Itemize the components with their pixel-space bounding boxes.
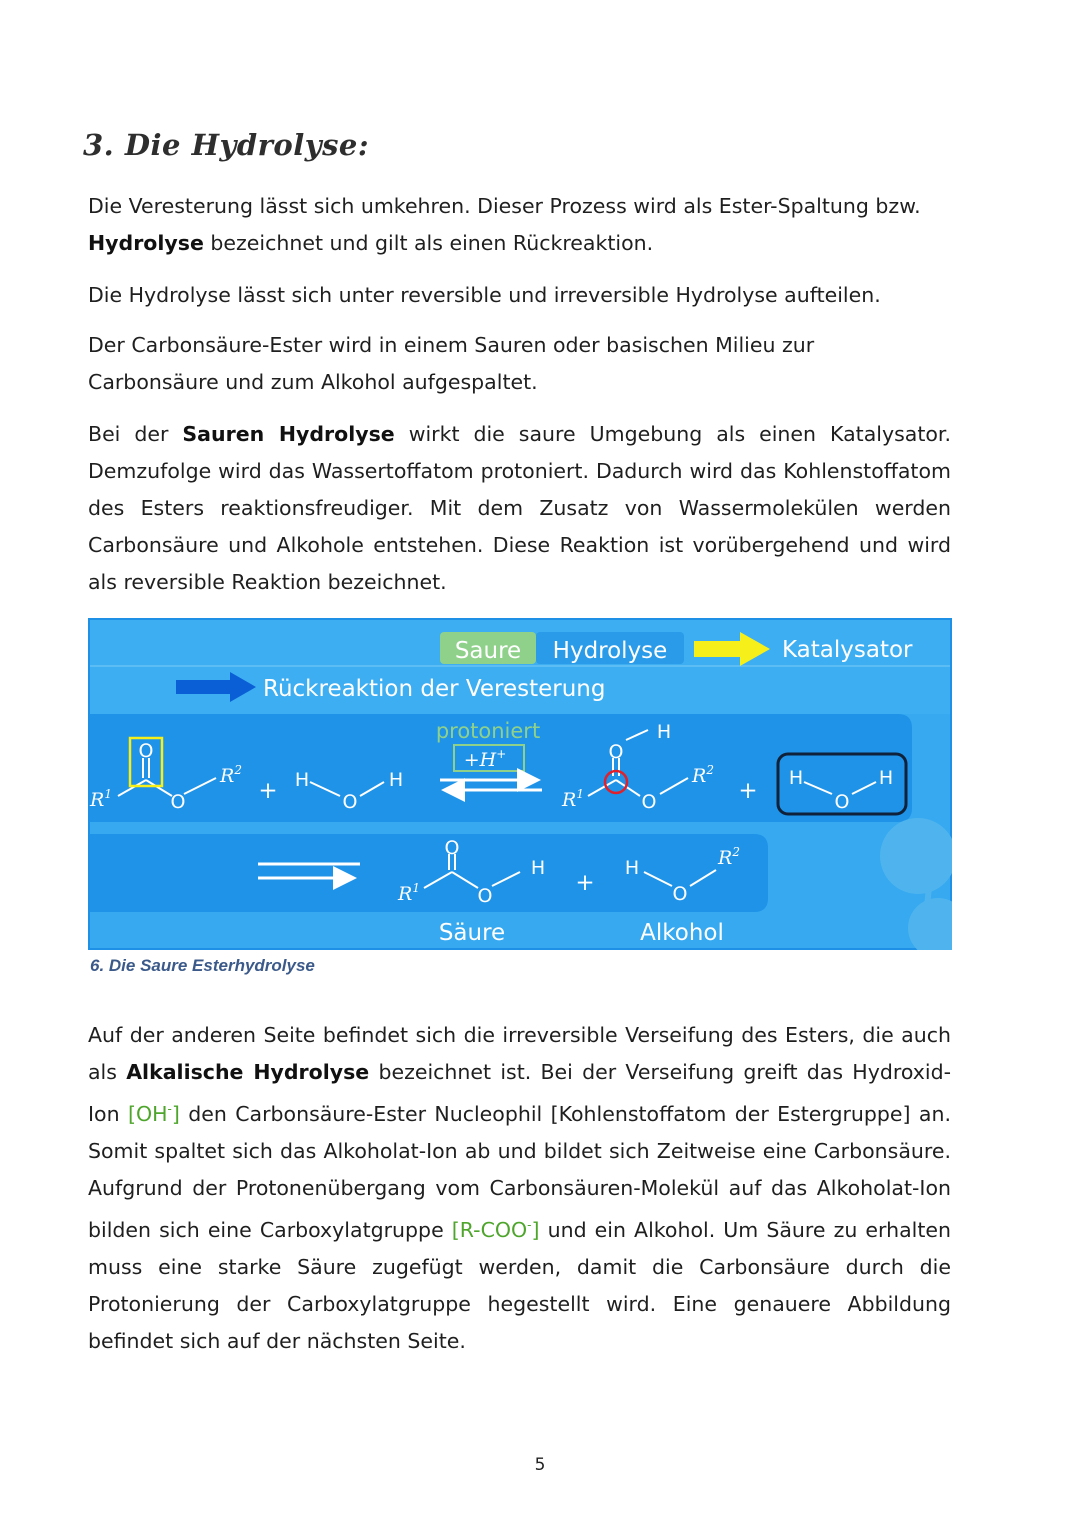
term-alkalische-hydrolyse: Alkalische Hydrolyse [126, 1060, 370, 1084]
acid-carbonyl-o: O [444, 837, 460, 859]
water-h-right: H [388, 769, 404, 791]
carboxylate-formula: [R-COO-] [451, 1217, 540, 1242]
box-water-h-left: H [788, 767, 804, 789]
alcohol-o: O [672, 883, 688, 905]
r1-label: $R^1$ [90, 787, 112, 811]
term-hydrolyse: Hydrolyse [88, 231, 204, 255]
alcohol-r2-label: $R^2$ [718, 845, 740, 869]
plus-sign-1: + [258, 778, 278, 804]
rueckreaktion-label: Rückreaktion der Veresterung [263, 676, 606, 702]
katalysator-label: Katalysator [782, 637, 913, 663]
figure-caption: 6. Die Saure Esterhydrolyse [90, 956, 315, 975]
r1-label-2: $R^1$ [562, 787, 584, 811]
reaction-diagram [88, 618, 952, 950]
reaction-band-2 [90, 834, 768, 912]
protoniert-label: protoniert [435, 719, 541, 743]
paragraph-acid-hydrolysis: Bei der Sauren Hydrolyse wirkt die saure Umgebung als einen Katalysator. Demzufolge wird das Wassertoffatom protoniert. Dadurch wird das Kohlenstoffatom des Esters reaktionsfreudiger. Mit dem Zusatz von Wassermolekülen werden Carbonsäure und Alkohole entstehen. Diese Reaktion ist vorübergehend und wird als reversible Reaktion bezeichnet. [88, 422, 951, 594]
acid-hydrolysis-figure [88, 618, 952, 950]
hydroxide-formula: [OH-] [127, 1101, 180, 1126]
section-heading: 3. Die Hydrolyse: [83, 128, 370, 162]
carbonyl-o-label: O [138, 740, 154, 762]
paragraph-alkaline-hydrolysis: Auf der anderen Seite befindet sich die irreversible Verseifung des Esters, die auch als Alkalische Hydrolyse bezeichnet ist. Bei der Verseifung greift das Hydroxid-Ion [OH-] den Carbonsäure-Ester Nucleophil [Kohlenstoffatom der Estergruppe] an. Somit spaltet sich das Alkoholat-Ion ab und bildet sich Zeitweise eine Carbonsäure. Aufgrund der Protonenübergang vom Carbonsäuren-Molekül auf das Alkoholat-Ion bilden sich eine Carboxylatgruppe [R-COO-] und ein Alkohol. Um Säure zu erhalten muss eine starke Säure zugefügt werden, damit die Carbonsäure durch die Protonierung der Carboxylatgruppe hegestellt wird. Eine genauere Abbildung befindet sich auf der nächsten Seite. [88, 1023, 951, 1353]
saeure-label: Säure [438, 920, 506, 946]
water-o: O [342, 791, 358, 813]
box-water-h-right: H [878, 767, 894, 789]
proton-label: +H+ [463, 747, 507, 771]
acid-o: O [477, 885, 493, 907]
paragraph-intro: Die Veresterung lässt sich umkehren. Dieser Prozess wird als Ester-Spaltung bzw. Hydrolyse bezeichnet und gilt als einen Rückreaktion. [88, 194, 921, 255]
plus-sign-2: + [738, 778, 758, 804]
paragraph-types: Die Hydrolyse lässt sich unter reversible und irreversible Hydrolyse aufteilen. [88, 283, 881, 307]
water-h-left: H [294, 769, 310, 791]
r2-label: $R^2$ [220, 763, 242, 787]
protonated-ester-o: O [641, 791, 657, 813]
hydrolyse-label: Hydrolyse [552, 638, 668, 664]
alcohol-h: H [624, 857, 640, 879]
protonated-h-label: H [656, 721, 672, 743]
paragraph-cleavage: Der Carbonsäure-Ester wird in einem Sauren oder basischen Milieu zur Carbonsäure und zum Alkohol aufgespaltet. [88, 333, 815, 394]
acid-h: H [530, 857, 546, 879]
r2-label-2: $R^2$ [692, 763, 714, 787]
plus-sign-3: + [575, 870, 595, 896]
alkohol-label: Alkohol [640, 920, 724, 946]
box-water-o: O [834, 791, 850, 813]
saure-label: Saure [454, 638, 522, 664]
acid-r1-label: $R^1$ [398, 881, 420, 905]
term-saure-hydrolyse: Sauren Hydrolyse [182, 422, 395, 446]
ester-o-label: O [170, 791, 186, 813]
protonated-o-label: O [608, 741, 624, 763]
page-number: 5 [534, 1455, 546, 1475]
